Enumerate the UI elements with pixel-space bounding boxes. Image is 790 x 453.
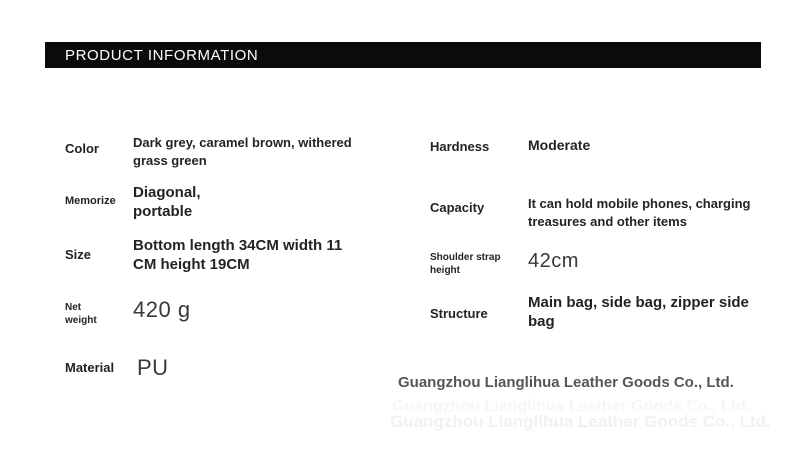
spec-value-material: PU	[137, 355, 169, 380]
company-name: Guangzhou Lianglihua Leather Goods Co., Ltd.	[398, 374, 734, 391]
spec-value-memorize: Diagonal, portable	[133, 184, 201, 220]
company-watermark-ghost-1: Guangzhou Lianglihua Leather Goods Co., Ltd.	[392, 398, 751, 415]
spec-label-size: Size	[65, 247, 92, 262]
spec-value-structure: Main bag, side bag, zipper side bag	[528, 294, 749, 330]
spec-value-net-weight: 420 g	[133, 297, 191, 322]
spec-label-capacity: Capacity	[430, 200, 485, 215]
spec-label-material: Material	[65, 360, 115, 375]
spec-value-capacity: It can hold mobile phones, charging treasures and other items	[528, 196, 751, 229]
spec-label-hardness: Hardness	[430, 139, 490, 154]
spec-value-shoulder-strap-height: 42cm	[528, 250, 579, 272]
spec-value-hardness: Moderate	[528, 137, 591, 153]
spec-label-net-weight: Net weight	[65, 302, 97, 326]
spec-value-color: Dark grey, caramel brown, withered grass green	[133, 135, 352, 168]
spec-label-memorize: Memorize	[65, 195, 116, 207]
spec-label-structure: Structure	[430, 306, 488, 321]
page-title: PRODUCT INFORMATION	[65, 46, 259, 64]
spec-label-shoulder-strap-height: Shoulder strap height	[430, 252, 501, 276]
spec-label-color: Color	[65, 141, 99, 156]
header-bar	[45, 42, 761, 68]
spec-value-size: Bottom length 34CM width 11 CM height 19CM	[133, 237, 343, 273]
company-watermark-ghost-2: Guangzhou Lianglihua Leather Goods Co., Ltd.	[390, 412, 771, 431]
